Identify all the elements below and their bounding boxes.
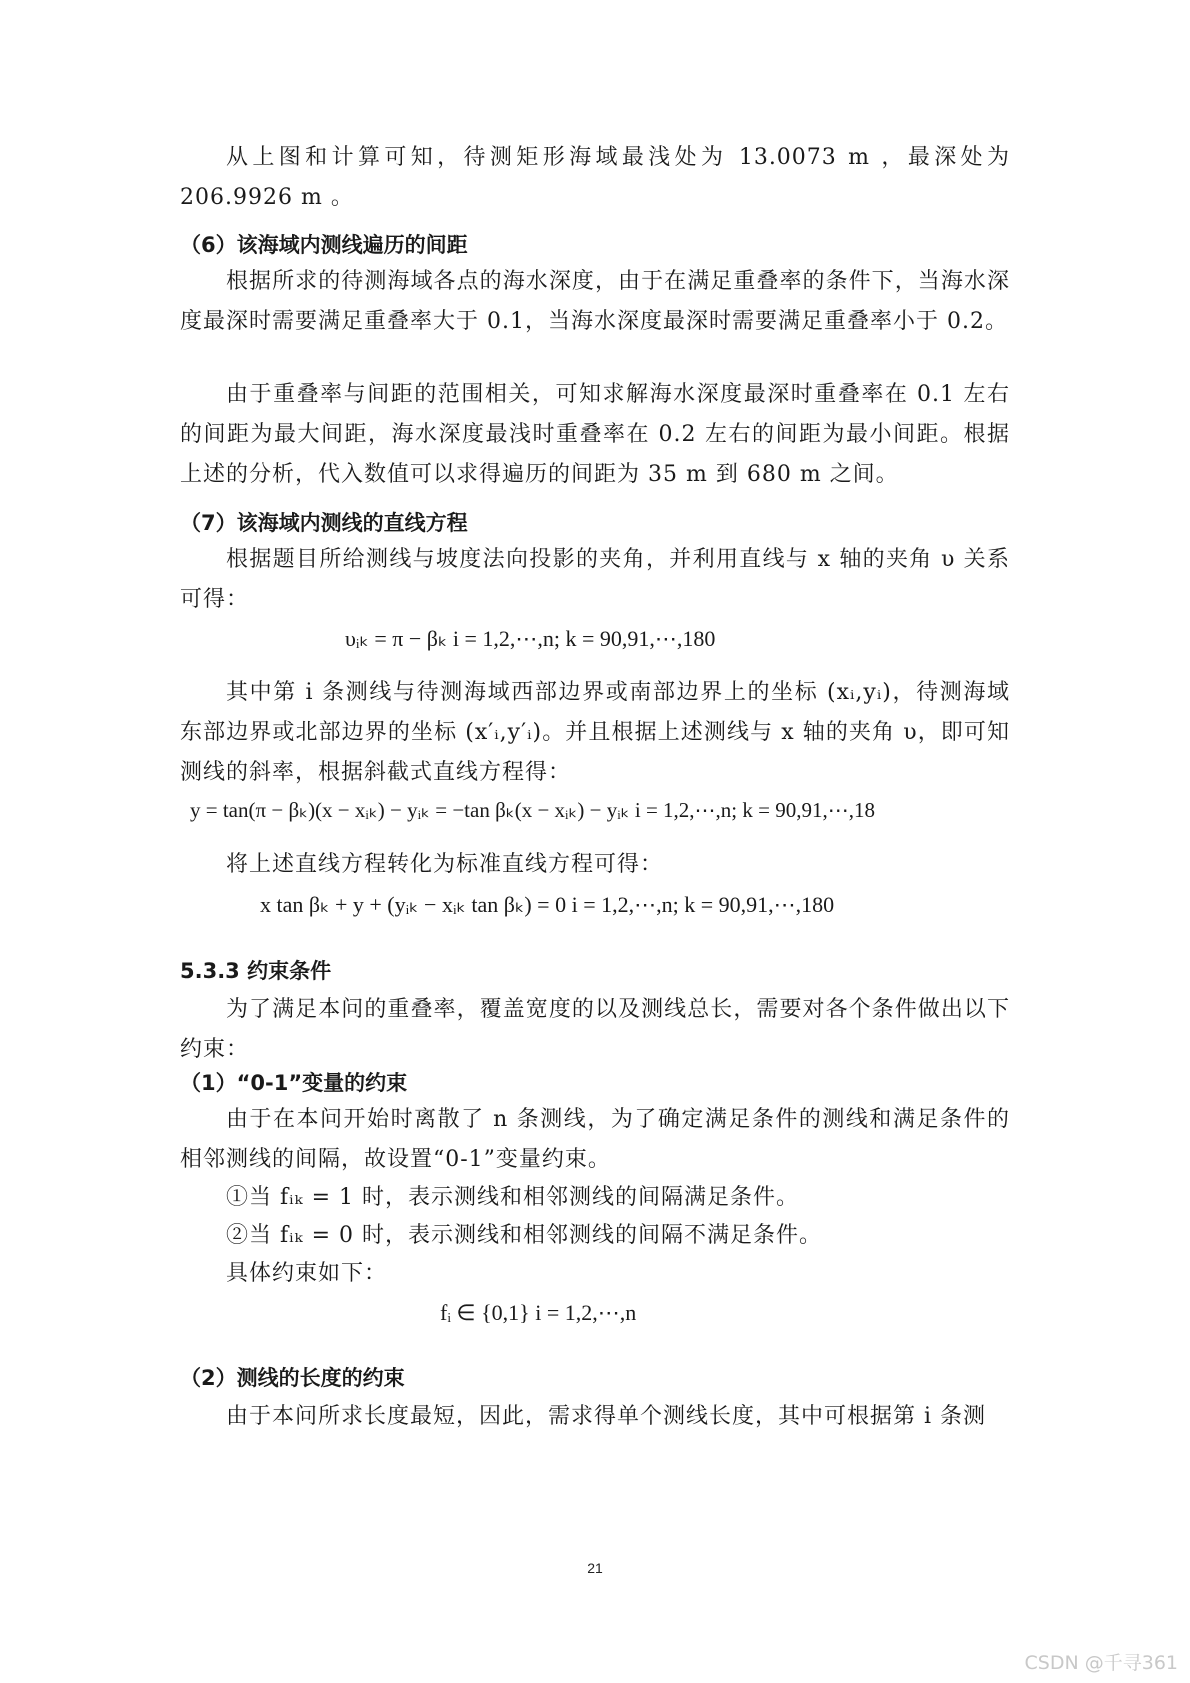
equation-angle: υᵢₖ = π − βₖ i = 1,2,⋯,n; k = 90,91,⋯,180 [345, 626, 716, 651]
equation-line-slope: y = tan(π − βₖ)(x − xᵢₖ) − yᵢₖ = −tan βₖ(x − xᵢₖ) − yᵢₖ i = 1,2,⋯,n; k = 90,91,⋯,18 [190, 798, 875, 822]
csdn-watermark: CSDN @千寻361 [1024, 1652, 1178, 1674]
paragraph-specific-constraint: 具体约束如下： [226, 1261, 388, 1286]
page-number: 21 [587, 1560, 603, 1576]
paragraph-coordinates: 其中第 i 条测线与待测海域西部边界或南部边界上的坐标 (xᵢ,yᵢ)，待测海域东部边界或北部边界的坐标 (x′ᵢ,y′ᵢ)。并且根据上述测线与 x 轴的夹角 υ，即可知测线的斜率，根据斜截式直线方程得： [180, 680, 1010, 785]
paragraph-constraints-intro: 为了满足本问的重叠率，覆盖宽度的以及测线总长，需要对各个条件做出以下约束： [180, 997, 1010, 1062]
paragraph-depth-overlap: 根据所求的待测海域各点的海水深度，由于在满足重叠率的条件下，当海水深度最深时需要满足重叠率大于 0.1，当海水深度最深时需要满足重叠率小于 0.2。 [180, 269, 1010, 334]
paragraph-binary-variable: 由于在本问开始时离散了 n 条测线，为了确定满足条件的测线和满足条件的相邻测线的间隔，故设置“0-1”变量约束。 [180, 1107, 1010, 1172]
heading-6: （6）该海域内测线遍历的间距 [180, 233, 468, 257]
paragraph-f-equals-1: ①当 fᵢₖ = 1 时，表示测线和相邻测线的间隔满足条件。 [226, 1185, 799, 1210]
constraint-1-heading: （1）“0-1”变量的约束 [180, 1071, 408, 1095]
paragraph-f-equals-0: ②当 fᵢₖ = 0 时，表示测线和相邻测线的间隔不满足条件。 [226, 1223, 822, 1248]
section-5-3-3: 5.3.3 约束条件 [180, 959, 332, 983]
heading-7: （7）该海域内测线的直线方程 [180, 511, 468, 535]
paragraph-spacing-range: 由于重叠率与间距的范围相关，可知求解海水深度最深时重叠率在 0.1 左右的间距为最大间距，海水深度最浅时重叠率在 0.2 左右的间距为最小间距。根据上述的分析，代入数值可以求得遍历的间距为 35 m 到 680 m 之间。 [180, 382, 1010, 487]
paragraph-angle-intro: 根据题目所给测线与坡度法向投影的夹角，并利用直线与 x 轴的夹角 υ 关系可得： [180, 547, 1010, 612]
paragraph-standard-form: 将上述直线方程转化为标准直线方程可得： [226, 852, 664, 877]
equation-binary-set: fᵢ ∈ {0,1} i = 1,2,⋯,n [440, 1300, 637, 1325]
constraint-2-heading: （2）测线的长度的约束 [180, 1366, 405, 1390]
paragraph-depth-result: 从上图和计算可知，待测矩形海域最浅处为 13.0073 m ，最深处为 206.9926 m 。 [180, 145, 1010, 210]
equation-standard-line: x tan βₖ + y + (yᵢₖ − xᵢₖ tan βₖ) = 0 i = 1,2,⋯,n; k = 90,91,⋯,180 [260, 892, 835, 917]
paragraph-length-constraint: 由于本问所求长度最短，因此，需求得单个测线长度，其中可根据第 i 条测 [226, 1404, 987, 1429]
